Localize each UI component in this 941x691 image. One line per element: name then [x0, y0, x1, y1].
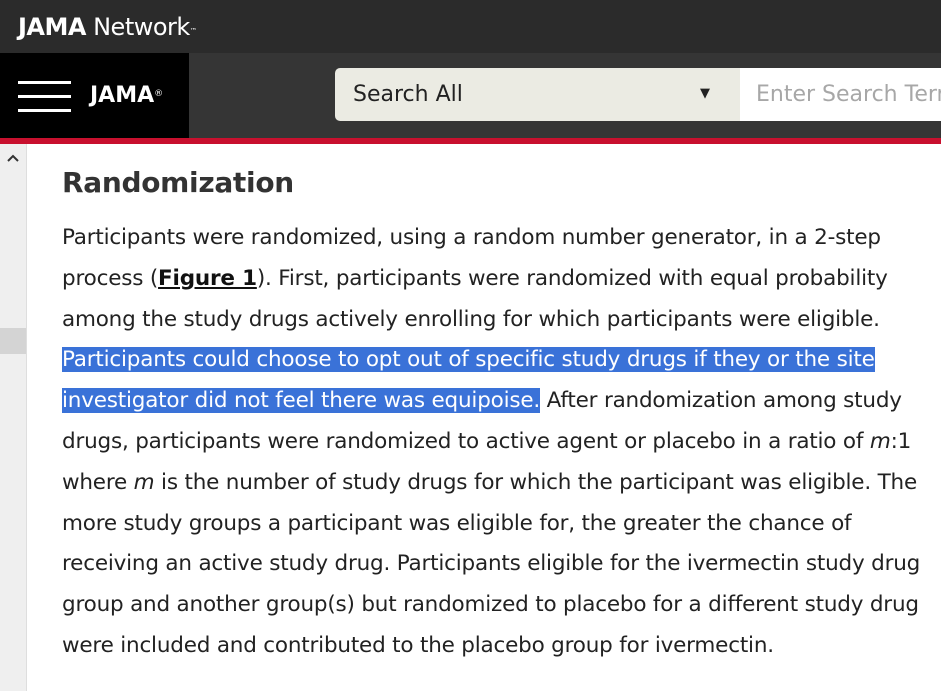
jama-network-logo[interactable]	[18, 12, 196, 42]
scroll-thumb[interactable]	[0, 328, 26, 354]
hamburger-menu-icon[interactable]	[18, 81, 71, 113]
registered-mark: ®	[154, 89, 164, 99]
section-title: Randomization	[62, 166, 294, 199]
paragraph-text: ). First, participants were randomized with equal probability among the study drugs actively enrolling for which participants were eligible.	[62, 265, 888, 332]
collapse-sidebar	[0, 144, 27, 691]
search-input[interactable]	[740, 68, 941, 121]
network-header	[0, 0, 941, 53]
paragraph-text: :1 where	[62, 428, 912, 495]
chevron-up-icon[interactable]	[5, 150, 21, 166]
caret-down-icon: ▼	[700, 86, 710, 101]
paragraph-text: Participants were randomized, using a random number generator, in a 2-step process (	[62, 225, 881, 291]
figure-1-link[interactable]: Figure 1	[158, 265, 257, 291]
selected-text[interactable]: Participants could choose to opt out of specific study drugs if they or the site investigator did not feel there was equipoise.	[62, 347, 875, 414]
network-logo-strong: JAMA	[18, 13, 86, 41]
search-scope-label: Search All	[353, 82, 463, 107]
search-scope-dropdown[interactable]	[335, 68, 740, 121]
variable-m: m	[133, 469, 155, 495]
journal-nav-bar	[0, 53, 941, 138]
section-paragraph	[62, 218, 932, 667]
journal-logo-text: JAMA	[90, 83, 155, 108]
paragraph-text: is the number of study drugs for which the participant was eligible. The more study groups a participant was eligible for, the greater the chance of receiving an active study drug. Participants eligible for the ivermectin study drug group and another group(s) but randomized to placebo for a different study drug were included and contributed to the placebo group for ivermectin.	[62, 469, 921, 658]
jama-journal-logo[interactable]	[90, 81, 163, 111]
trademark-mark: ™	[189, 27, 197, 35]
paragraph-text: After randomization among study drugs, participants were randomized to active agent or placebo in a ratio of	[62, 388, 902, 454]
variable-m: m	[869, 428, 891, 454]
journal-brand-box	[0, 53, 189, 138]
network-logo-light: Network	[85, 13, 190, 41]
article-section	[62, 144, 932, 667]
